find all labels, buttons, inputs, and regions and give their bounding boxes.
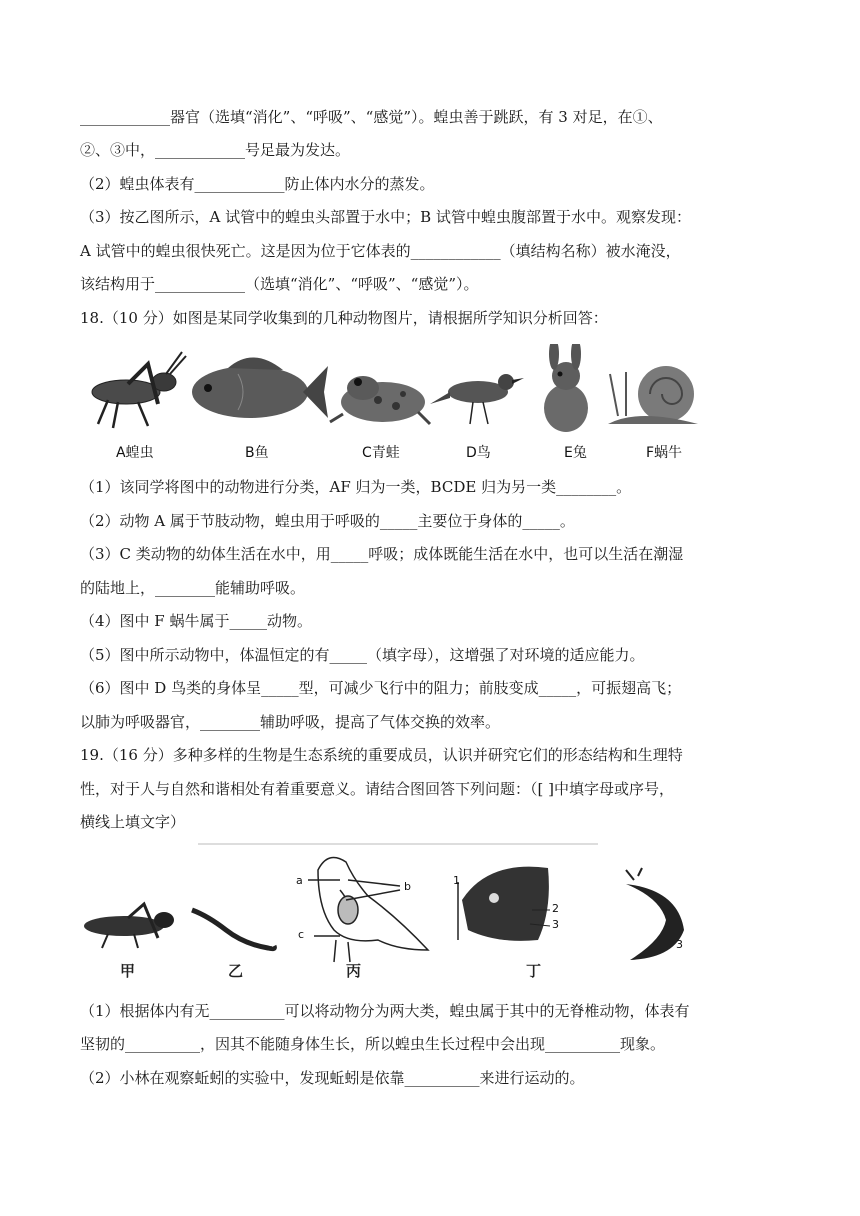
text-line-2: ②、③中，____________号足最为发达。 [80,141,351,159]
caption-yi: 乙 [228,962,244,980]
animal-figure-2 [78,840,708,980]
caption-a-grasshopper: A蝗虫 [116,445,154,461]
label-3: 3 [552,918,559,931]
text-line-18: 横线上填文字） [80,813,186,831]
text-line-6: 该结构用于____________（选填“消化”、“呼吸”、“感觉”）。 [80,275,479,293]
question-19-2: （2）小林在观察蚯蚓的实验中，发现蚯蚓是依靠__________来进行运动的。 [80,1069,585,1087]
caption-f-snail: F蜗牛 [646,445,683,461]
caption-e-rabbit: E兔 [564,445,587,461]
caption-b-fish: B鱼 [245,445,269,461]
snail-image [608,366,698,424]
animal-figure-1 [78,344,708,436]
fish-image [192,357,328,418]
caption-ding: 丁 [526,962,542,980]
label-1: 1 [453,874,460,887]
question-19-1: （1）根据体内有无__________可以将动物分为两大类，蝗虫属于其中的无脊椎动物，体表有 [80,1002,690,1020]
text-line-20: 坚韧的__________，因其不能随身体生长，所以蝗虫生长过程中会出现__________现象。 [80,1035,666,1053]
question-18-2: （2）动物 A 属于节肢动物，蝗虫用于呼吸的_____主要位于身体的_____。 [80,512,575,530]
earthworm-sketch [192,910,274,949]
caption-c-frog: C青蛙 [362,445,400,461]
question-18-4: （4）图中 F 蜗牛属于_____动物。 [80,612,312,630]
question-18-3: （3）C 类动物的幼体生活在水中，用_____呼吸；成体既能生活在水中，也可以生活在潮湿 [80,545,684,563]
fish-head-diagram [458,867,550,941]
label-a: a [296,874,303,887]
rabbit-image [544,344,588,432]
text-line-1: ____________器官（选填“消化”、“呼吸”、“感觉”）。蝗虫善于跳跃，有 3 对足，在①、 [80,108,663,126]
label-c: c [298,928,305,941]
grasshopper-image [92,352,186,428]
text-line-11: 的陆地上，________能辅助呼吸。 [80,579,306,597]
question-18-6: （6）图中 D 鸟类的身体呈_____型，可减少飞行中的阻力；前肢变成_____，可振翅高飞； [80,679,682,697]
label-3-mollusk: 3 [676,938,683,951]
bird-diagram [308,858,428,963]
text-line-17: 性，对于人与自然和谐相处有着重要意义。请结合图回答下列问题：（[ ]中填字母或序号， [80,780,674,798]
question-18-1: （1）该同学将图中的动物进行分类，AF 归为一类，BCDE 归为另一类________。 [80,478,632,496]
grasshopper-sketch [84,904,174,948]
caption-jia: 甲 [120,962,136,980]
label-2: 2 [552,902,559,915]
text-line-5: A 试管中的蝗虫很快死亡。这是因为位于它体表的____________（填结构名称）被水淹没， [80,242,681,260]
question-18-5: （5）图中所示动物中，体温恒定的有_____（填字母），这增强了对环境的适应能力。 [80,646,645,664]
frog-image [330,376,430,424]
text-line-15: 以肺为呼吸器官，________辅助呼吸，提高了气体交换的效率。 [80,713,501,731]
bird-image [430,374,524,424]
label-b: b [404,880,411,893]
caption-d-bird: D鸟 [466,445,491,461]
question-17-3: （3）按乙图所示，A 试管中的蝗虫头部置于水中；B 试管中蝗虫腹部置于水中。观察发现： [80,208,691,226]
question-17-2: （2）蝗虫体表有____________防止体内水分的蒸发。 [80,175,435,193]
question-18-title: 18.（10 分）如图是某同学收集到的几种动物图片，请根据所学知识分析回答： [80,309,608,327]
caption-bing: 丙 [346,962,362,980]
question-19-title: 19.（16 分）多种多样的生物是生态系统的重要成员，认识并研究它们的形态结构和生理特 [80,746,683,764]
